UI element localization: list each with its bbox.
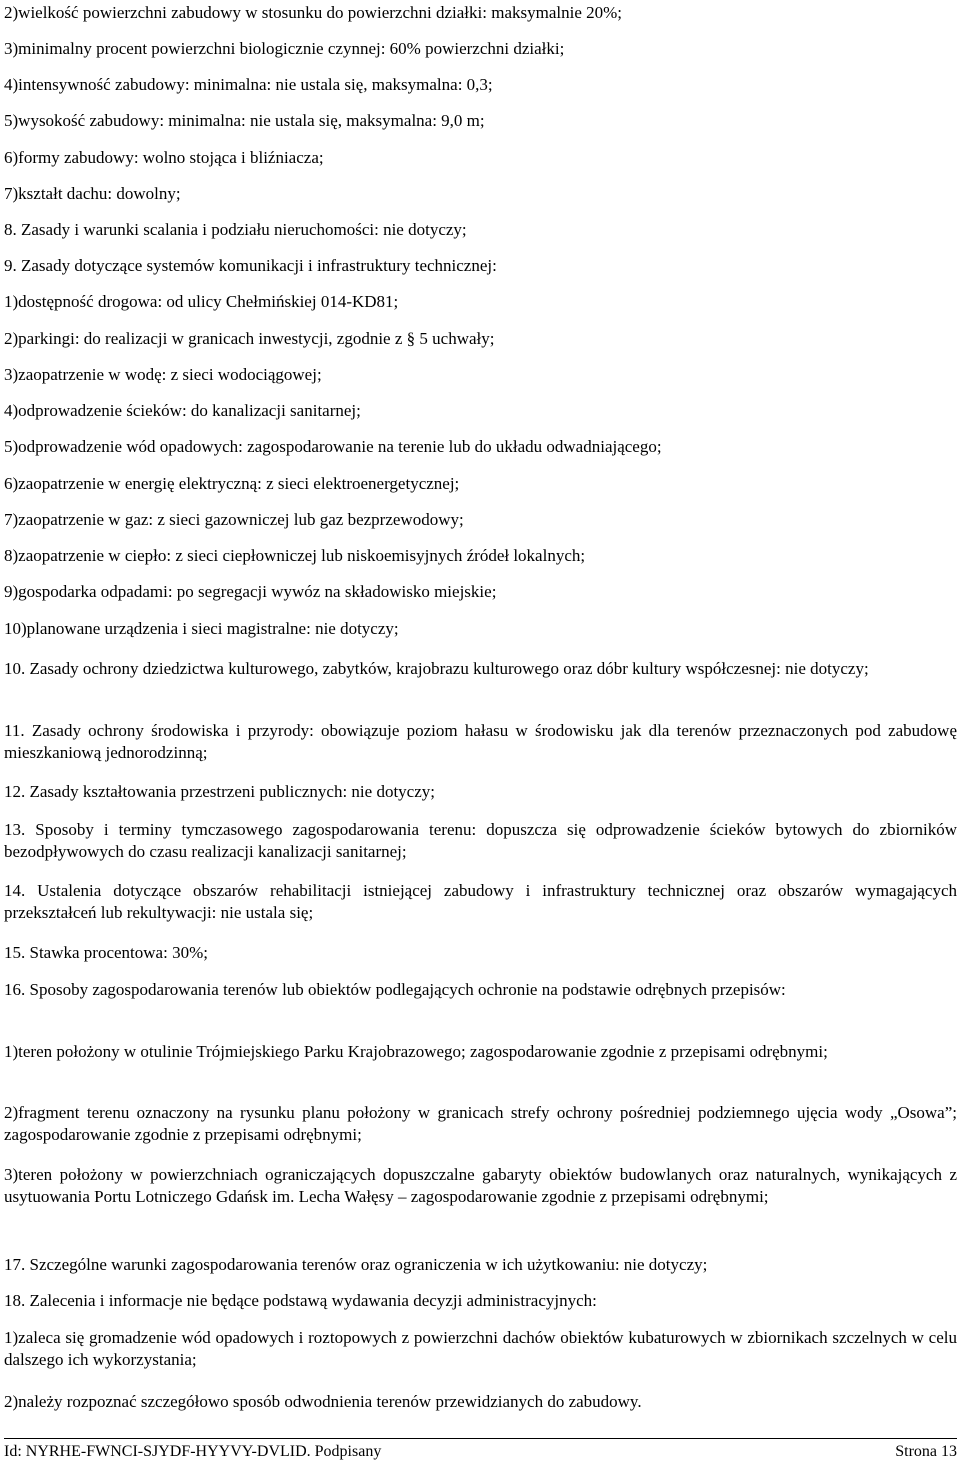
paragraph: 5)odprowadzenie wód opadowych: zagospodarowanie na terenie lub do układu odwadniającego; <box>4 437 662 456</box>
paragraph: 4)odprowadzenie ścieków: do kanalizacji sanitarnej; <box>4 401 361 420</box>
paragraph: 10)planowane urządzenia i sieci magistralne: nie dotyczy; <box>4 619 399 638</box>
paragraph: 7)zaopatrzenie w gaz: z sieci gazowniczej lub gaz bezprzewodowy; <box>4 510 464 529</box>
paragraph: 4)intensywność zabudowy: minimalna: nie ustala się, maksymalna: 0,3; <box>4 75 493 94</box>
document-id: Id: NYRHE-FWNCI-SJYDF-HYYVY-DVLID. Podpisany <box>4 1443 382 1460</box>
paragraph: 9. Zasady dotyczące systemów komunikacji i infrastruktury technicznej: <box>4 256 497 275</box>
paragraph: 12. Zasady kształtowania przestrzeni publicznych: nie dotyczy; <box>4 782 435 801</box>
paragraph: 3)teren położony w powierzchniach ograniczających dopuszczalne gabaryty obiektów budowlanych oraz naturalnych, wynikających z usytuowania Portu Lotniczego Gdańsk im. Lecha Wałęsy – zagospodarowanie zgodnie z przepisami odrębnymi; <box>4 1165 957 1206</box>
paragraph: 2)należy rozpoznać szczegółowo sposób odwodnienia terenów przewidzianych do zabudowy. <box>4 1392 642 1411</box>
paragraph: 3)zaopatrzenie w wodę: z sieci wodociągowej; <box>4 365 322 384</box>
paragraph: 15. Stawka procentowa: 30%; <box>4 943 208 962</box>
paragraph: 16. Sposoby zagospodarowania terenów lub obiektów podlegających ochronie na podstawie odrębnych przepisów: <box>4 980 786 999</box>
paragraph: 11. Zasady ochrony środowiska i przyrody: obowiązuje poziom hałasu w środowisku jak dla terenów przeznaczonych pod zabudowę mieszkaniową jednorodzinną; <box>4 721 957 762</box>
paragraph: 6)formy zabudowy: wolno stojąca i bliźniacza; <box>4 148 324 167</box>
paragraph: 13. Sposoby i terminy tymczasowego zagospodarowania terenu: dopuszcza się odprowadzenie ścieków bytowych do zbiorników bezodpływowych do czasu realizacji kanalizacji sanitarnej; <box>4 820 957 861</box>
paragraph: 14. Ustalenia dotyczące obszarów rehabilitacji istniejącej zabudowy i infrastruktury technicznej oraz obszarów wymagających przekształceń lub rekultywacji: nie ustala się; <box>4 881 957 922</box>
paragraph: 9)gospodarka odpadami: po segregacji wywóz na składowisko miejskie; <box>4 582 497 601</box>
page-number: Strona 13 <box>895 1443 957 1460</box>
paragraph: 10. Zasady ochrony dziedzictwa kulturowego, zabytków, krajobrazu kulturowego oraz dóbr kultury współczesnej: nie dotyczy; <box>4 659 869 678</box>
paragraph: 5)wysokość zabudowy: minimalna: nie ustala się, maksymalna: 9,0 m; <box>4 111 485 130</box>
paragraph: 1)dostępność drogowa: od ulicy Chełmińskiej 014-KD81; <box>4 292 399 311</box>
paragraph: 2)parkingi: do realizacji w granicach inwestycji, zgodnie z § 5 uchwały; <box>4 329 495 348</box>
paragraph: 1)zaleca się gromadzenie wód opadowych i roztopowych z powierzchni dachów obiektów kubaturowych w zbiornikach szczelnych w celu dalszego ich wykorzystania; <box>4 1328 957 1369</box>
footer-divider <box>4 1438 957 1439</box>
paragraph: 8. Zasady i warunki scalania i podziału nieruchomości: nie dotyczy; <box>4 220 467 239</box>
paragraph: 17. Szczególne warunki zagospodarowania terenów oraz ograniczenia w ich użytkowaniu: nie dotyczy; <box>4 1255 708 1274</box>
paragraph: 6)zaopatrzenie w energię elektryczną: z sieci elektroenergetycznej; <box>4 474 460 493</box>
paragraph: 8)zaopatrzenie w ciepło: z sieci ciepłowniczej lub niskoemisyjnych źródeł lokalnych; <box>4 546 586 565</box>
paragraph: 7)kształt dachu: dowolny; <box>4 184 181 203</box>
paragraph: 2)wielkość powierzchni zabudowy w stosunku do powierzchni działki: maksymalnie 20%; <box>4 3 622 22</box>
paragraph: 18. Zalecenia i informacje nie będące podstawą wydawania decyzji administracyjnych: <box>4 1291 597 1310</box>
paragraph: 2)fragment terenu oznaczony na rysunku planu położony w granicach strefy ochrony pośredniej podziemnego ujęcia wody „Osowa”; zagospodarowanie zgodnie z przepisami odrębnymi; <box>4 1103 957 1144</box>
paragraph: 1)teren położony w otulinie Trójmiejskiego Parku Krajobrazowego; zagospodarowanie zgodnie z przepisami odrębnymi; <box>4 1042 828 1061</box>
paragraph: 3)minimalny procent powierzchni biologicznie czynnej: 60% powierzchni działki; <box>4 39 565 58</box>
